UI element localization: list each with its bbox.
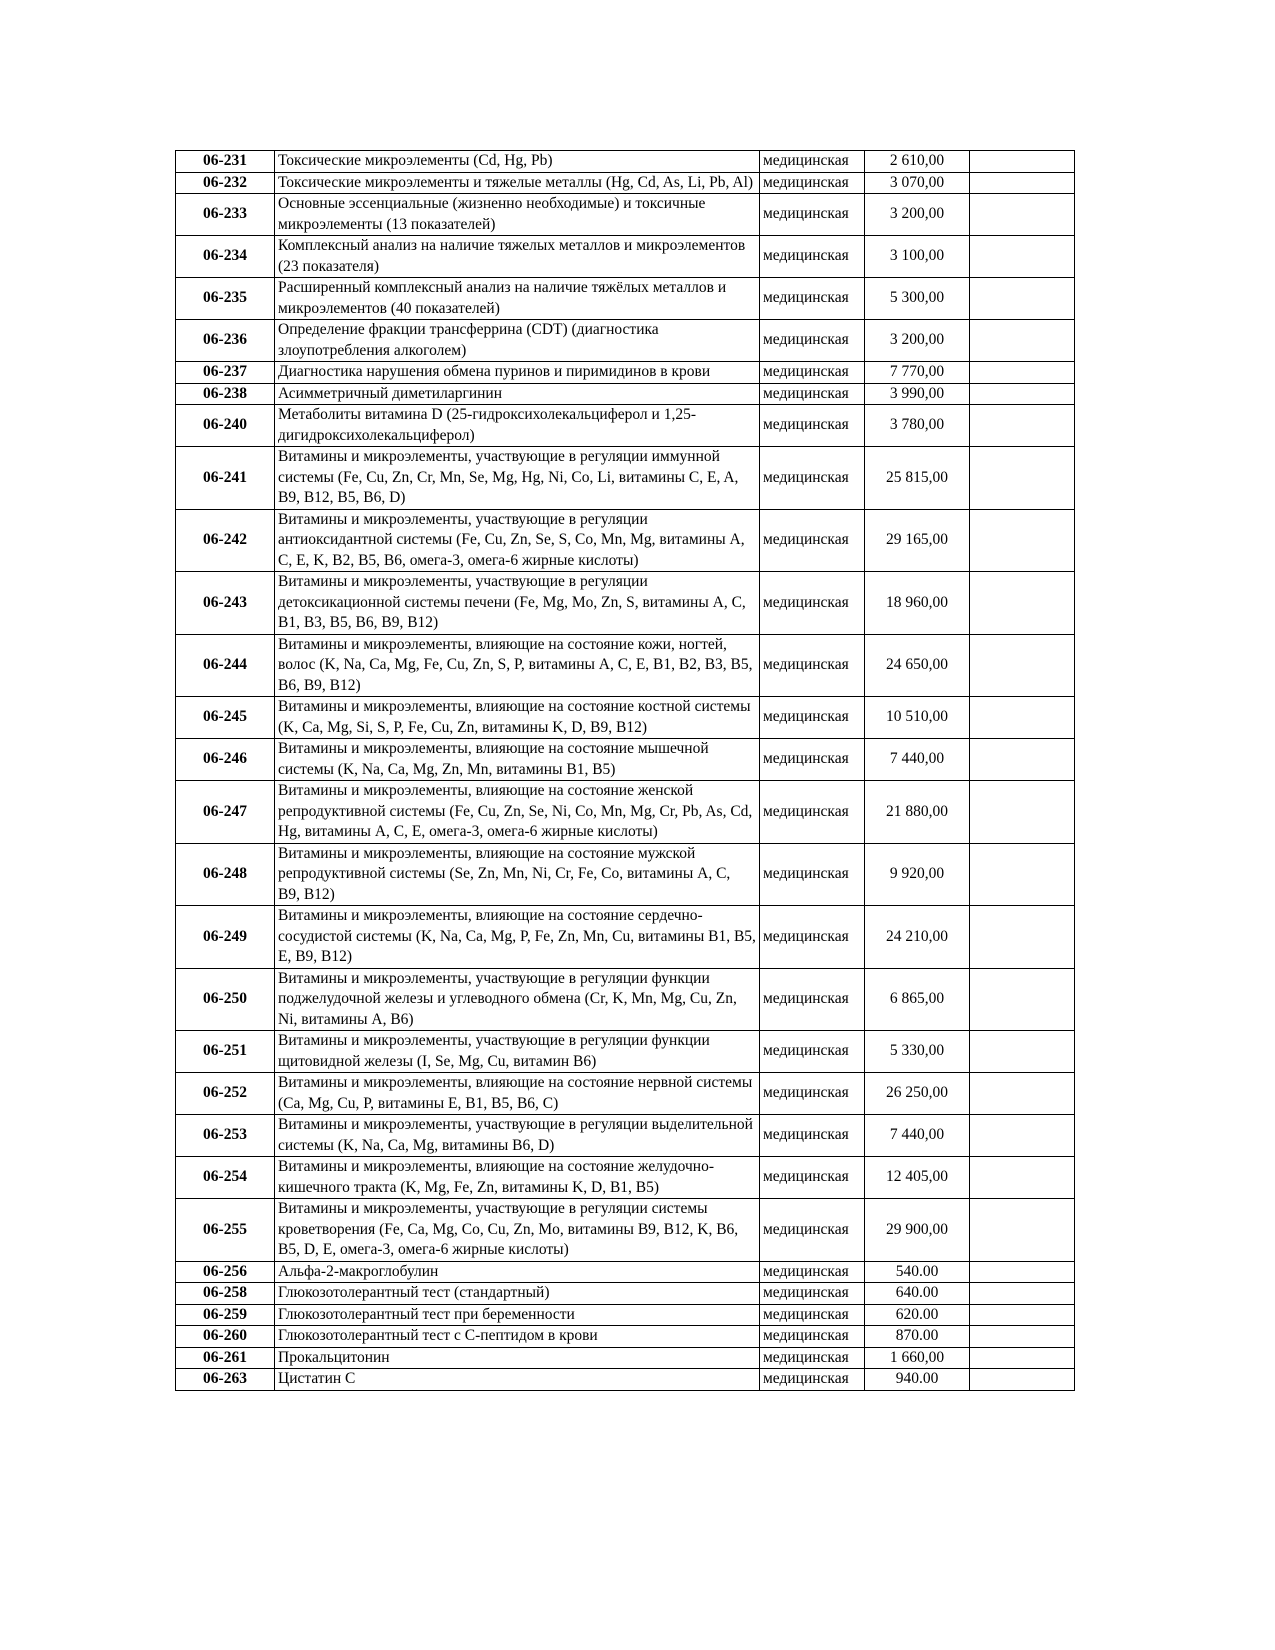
service-code: 06-247 (176, 781, 275, 844)
service-name: Глюкозотолерантный тест при беременности (275, 1304, 760, 1326)
service-code: 06-258 (176, 1283, 275, 1305)
service-code: 06-234 (176, 236, 275, 278)
service-type: медицинская (760, 968, 865, 1031)
empty-cell (970, 634, 1075, 697)
service-price: 1 660,00 (865, 1347, 970, 1369)
service-type: медицинская (760, 1199, 865, 1262)
service-type: медицинская (760, 1283, 865, 1305)
price-list-body (176, 151, 1075, 1391)
table-row (176, 278, 1075, 320)
service-code: 06-249 (176, 906, 275, 969)
service-name: Витамины и микроэлементы, влияющие на состояние сердечно-сосудистой системы (K, Na, Ca, Mg, P, Fe, Zn, Mn, Cu, витамины B1, B5, E, B9, B12) (275, 906, 760, 969)
table-row (176, 1031, 1075, 1073)
service-code: 06-241 (176, 447, 275, 510)
service-price: 3 070,00 (865, 172, 970, 194)
empty-cell (970, 278, 1075, 320)
table-row (176, 405, 1075, 447)
service-type: медицинская (760, 151, 865, 173)
service-name: Витамины и микроэлементы, участвующие в регуляции иммунной системы (Fe, Cu, Zn, Cr, Mn, Se, Mg, Hg, Ni, Co, Li, витамины C, E, A, B9, B12, B5, B6, D) (275, 447, 760, 510)
empty-cell (970, 1347, 1075, 1369)
service-code: 06-260 (176, 1326, 275, 1348)
empty-cell (970, 236, 1075, 278)
table-row (176, 1073, 1075, 1115)
service-price: 29 165,00 (865, 509, 970, 572)
service-name: Метаболиты витамина D (25-гидроксихолекальциферол и 1,25-дигидроксихолекальциферол) (275, 405, 760, 447)
empty-cell (970, 781, 1075, 844)
empty-cell (970, 194, 1075, 236)
service-type: медицинская (760, 1115, 865, 1157)
service-price: 2 610,00 (865, 151, 970, 173)
service-price: 26 250,00 (865, 1073, 970, 1115)
service-price: 7 440,00 (865, 1115, 970, 1157)
table-row (176, 1283, 1075, 1305)
service-price: 21 880,00 (865, 781, 970, 844)
service-price: 29 900,00 (865, 1199, 970, 1262)
service-type: медицинская (760, 1326, 865, 1348)
service-code: 06-261 (176, 1347, 275, 1369)
service-code: 06-236 (176, 320, 275, 362)
empty-cell (970, 1369, 1075, 1391)
service-code: 06-256 (176, 1261, 275, 1283)
table-row (176, 781, 1075, 844)
service-type: медицинская (760, 781, 865, 844)
empty-cell (970, 697, 1075, 739)
table-row (176, 362, 1075, 384)
service-name: Альфа-2-макроглобулин (275, 1261, 760, 1283)
service-name: Расширенный комплексный анализ на наличие тяжёлых металлов и микроэлементов (40 показателей) (275, 278, 760, 320)
service-code: 06-235 (176, 278, 275, 320)
service-code: 06-259 (176, 1304, 275, 1326)
table-row (176, 1369, 1075, 1391)
service-name: Цистатин С (275, 1369, 760, 1391)
service-code: 06-231 (176, 151, 275, 173)
service-name: Витамины и микроэлементы, участвующие в регуляции антиоксидантной системы (Fe, Cu, Zn, Se, S, Co, Mn, Mg, витамины A, C, E, K, B2, B5, B6, омега-3, омега-6 жирные кислоты) (275, 509, 760, 572)
table-row (176, 236, 1075, 278)
service-type: медицинская (760, 383, 865, 405)
service-code: 06-238 (176, 383, 275, 405)
service-type: медицинская (760, 320, 865, 362)
service-name: Витамины и микроэлементы, участвующие в регуляции системы кроветворения (Fe, Ca, Mg, Co, Cu, Zn, Mo, витамины B9, B12, K, B6, B5, D, E, омега-3, омега-6 жирные кислоты) (275, 1199, 760, 1262)
empty-cell (970, 1073, 1075, 1115)
empty-cell (970, 1304, 1075, 1326)
table-row (176, 1326, 1075, 1348)
service-price: 870.00 (865, 1326, 970, 1348)
service-price: 5 330,00 (865, 1031, 970, 1073)
service-type: медицинская (760, 278, 865, 320)
table-row (176, 968, 1075, 1031)
empty-cell (970, 1283, 1075, 1305)
service-price: 6 865,00 (865, 968, 970, 1031)
service-name: Витамины и микроэлементы, влияющие на состояние мышечной системы (K, Na, Ca, Mg, Zn, Mn, витамины B1, B5) (275, 739, 760, 781)
empty-cell (970, 362, 1075, 384)
empty-cell (970, 1261, 1075, 1283)
empty-cell (970, 383, 1075, 405)
service-name: Асимметричный диметиларгинин (275, 383, 760, 405)
empty-cell (970, 843, 1075, 906)
service-name: Токсические микроэлементы (Cd, Hg, Pb) (275, 151, 760, 173)
service-code: 06-243 (176, 572, 275, 635)
service-type: медицинская (760, 1304, 865, 1326)
service-price: 3 200,00 (865, 320, 970, 362)
service-type: медицинская (760, 697, 865, 739)
service-type: медицинская (760, 194, 865, 236)
service-price: 25 815,00 (865, 447, 970, 510)
service-name: Токсические микроэлементы и тяжелые металлы (Hg, Cd, As, Li, Pb, Al) (275, 172, 760, 194)
service-name: Витамины и микроэлементы, участвующие в регуляции выделительной системы (K, Na, Ca, Mg, витамины B6, D) (275, 1115, 760, 1157)
service-type: медицинская (760, 906, 865, 969)
service-price: 620.00 (865, 1304, 970, 1326)
service-type: медицинская (760, 405, 865, 447)
service-code: 06-248 (176, 843, 275, 906)
table-row (176, 320, 1075, 362)
service-type: медицинская (760, 509, 865, 572)
empty-cell (970, 1031, 1075, 1073)
service-code: 06-252 (176, 1073, 275, 1115)
table-row (176, 1347, 1075, 1369)
service-name: Витамины и микроэлементы, влияющие на состояние кожи, ногтей, волос (K, Na, Ca, Mg, Fe, Cu, Zn, S, P, витамины A, C, E, B1, B2, B3, B5, B6, B9, B12) (275, 634, 760, 697)
service-price: 10 510,00 (865, 697, 970, 739)
service-code: 06-255 (176, 1199, 275, 1262)
empty-cell (970, 1199, 1075, 1262)
table-row (176, 906, 1075, 969)
service-name: Витамины и микроэлементы, участвующие в регуляции функции щитовидной железы (I, Se, Mg, Cu, витамин B6) (275, 1031, 760, 1073)
service-type: медицинская (760, 572, 865, 635)
service-name: Основные эссенциальные (жизненно необходимые) и токсичные микроэлементы (13 показателей) (275, 194, 760, 236)
service-code: 06-253 (176, 1115, 275, 1157)
table-row (176, 1199, 1075, 1262)
service-code: 06-240 (176, 405, 275, 447)
empty-cell (970, 968, 1075, 1031)
service-code: 06-232 (176, 172, 275, 194)
service-name: Диагностика нарушения обмена пуринов и пиримидинов в крови (275, 362, 760, 384)
table-row (176, 151, 1075, 173)
empty-cell (970, 572, 1075, 635)
service-price: 7 440,00 (865, 739, 970, 781)
service-type: медицинская (760, 1073, 865, 1115)
table-row (176, 572, 1075, 635)
service-name: Витамины и микроэлементы, участвующие в регуляции функции поджелудочной железы и углеводного обмена (Cr, K, Mn, Mg, Cu, Zn, Ni, витамины A, B6) (275, 968, 760, 1031)
service-type: медицинская (760, 843, 865, 906)
service-code: 06-237 (176, 362, 275, 384)
empty-cell (970, 509, 1075, 572)
price-list-table (175, 150, 1075, 1391)
service-type: медицинская (760, 236, 865, 278)
empty-cell (970, 1157, 1075, 1199)
table-row (176, 1115, 1075, 1157)
table-row (176, 509, 1075, 572)
table-row (176, 843, 1075, 906)
service-price: 940.00 (865, 1369, 970, 1391)
service-price: 12 405,00 (865, 1157, 970, 1199)
service-price: 640.00 (865, 1283, 970, 1305)
table-row (176, 1304, 1075, 1326)
table-row (176, 697, 1075, 739)
service-price: 5 300,00 (865, 278, 970, 320)
service-name: Глюкозотолерантный тест с С-пептидом в крови (275, 1326, 760, 1348)
service-type: медицинская (760, 634, 865, 697)
empty-cell (970, 739, 1075, 781)
empty-cell (970, 172, 1075, 194)
table-row (176, 1157, 1075, 1199)
service-price: 18 960,00 (865, 572, 970, 635)
service-type: медицинская (760, 1157, 865, 1199)
service-price: 24 210,00 (865, 906, 970, 969)
empty-cell (970, 906, 1075, 969)
service-price: 9 920,00 (865, 843, 970, 906)
service-code: 06-246 (176, 739, 275, 781)
table-row (176, 1261, 1075, 1283)
service-price: 3 990,00 (865, 383, 970, 405)
table-row (176, 194, 1075, 236)
service-name: Витамины и микроэлементы, участвующие в регуляции детоксикационной системы печени (Fe, Mg, Mo, Zn, S, витамины A, C, B1, B3, B5, B6, B9, B12) (275, 572, 760, 635)
service-price: 3 200,00 (865, 194, 970, 236)
service-name: Витамины и микроэлементы, влияющие на состояние нервной системы (Ca, Mg, Cu, P, витамины E, B1, B5, B6, C) (275, 1073, 760, 1115)
empty-cell (970, 1115, 1075, 1157)
service-type: медицинская (760, 1369, 865, 1391)
service-price: 3 100,00 (865, 236, 970, 278)
service-code: 06-254 (176, 1157, 275, 1199)
service-name: Витамины и микроэлементы, влияющие на состояние костной системы (K, Ca, Mg, Si, S, P, Fe, Cu, Zn, витамины K, D, B9, B12) (275, 697, 760, 739)
service-type: медицинская (760, 447, 865, 510)
service-code: 06-233 (176, 194, 275, 236)
service-name: Прокальцитонин (275, 1347, 760, 1369)
service-type: медицинская (760, 1347, 865, 1369)
table-row (176, 383, 1075, 405)
table-row (176, 739, 1075, 781)
service-code: 06-242 (176, 509, 275, 572)
service-code: 06-251 (176, 1031, 275, 1073)
table-row (176, 447, 1075, 510)
empty-cell (970, 405, 1075, 447)
service-name: Определение фракции трансферрина (CDT) (диагностика злоупотребления алкоголем) (275, 320, 760, 362)
service-code: 06-245 (176, 697, 275, 739)
service-code: 06-263 (176, 1369, 275, 1391)
service-type: медицинская (760, 1261, 865, 1283)
empty-cell (970, 447, 1075, 510)
service-name: Витамины и микроэлементы, влияющие на состояние женской репродуктивной системы (Fe, Cu, Zn, Se, Ni, Co, Mn, Mg, Cr, Pb, As, Cd, Hg, витамины A, C, E, омега-3, омега-6 жирные кислоты) (275, 781, 760, 844)
service-type: медицинская (760, 739, 865, 781)
empty-cell (970, 151, 1075, 173)
service-price: 7 770,00 (865, 362, 970, 384)
service-type: медицинская (760, 172, 865, 194)
service-code: 06-244 (176, 634, 275, 697)
service-price: 540.00 (865, 1261, 970, 1283)
service-code: 06-250 (176, 968, 275, 1031)
empty-cell (970, 320, 1075, 362)
service-name: Комплексный анализ на наличие тяжелых металлов и микроэлементов (23 показателя) (275, 236, 760, 278)
service-type: медицинская (760, 1031, 865, 1073)
table-row (176, 172, 1075, 194)
service-price: 24 650,00 (865, 634, 970, 697)
table-row (176, 634, 1075, 697)
service-name: Глюкозотолерантный тест (стандартный) (275, 1283, 760, 1305)
service-name: Витамины и микроэлементы, влияющие на состояние желудочно-кишечного тракта (K, Mg, Fe, Zn, витамины K, D, B1, B5) (275, 1157, 760, 1199)
empty-cell (970, 1326, 1075, 1348)
service-type: медицинская (760, 362, 865, 384)
service-name: Витамины и микроэлементы, влияющие на состояние мужской репродуктивной системы (Se, Zn, Mn, Ni, Cr, Fe, Co, витамины A, C, B9, B12) (275, 843, 760, 906)
service-price: 3 780,00 (865, 405, 970, 447)
